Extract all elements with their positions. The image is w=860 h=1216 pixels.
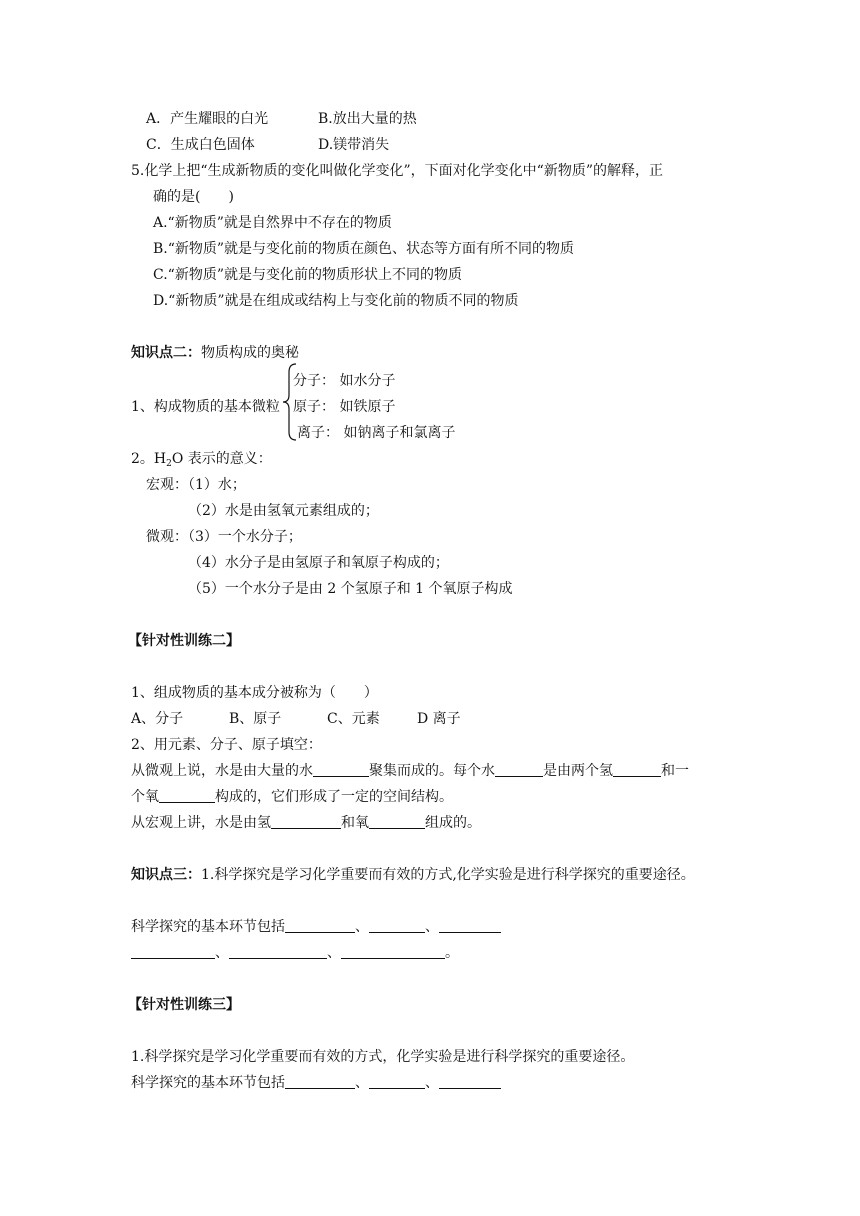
training3-steps-line <box>131 1074 501 1092</box>
fill-text: 是由两个氢 <box>543 763 613 779</box>
training2-q1: 1、组成物质的基本成分被称为（ ） <box>131 685 378 701</box>
fill-text: 聚集而成的。每个水 <box>369 763 495 779</box>
fill-blank[interactable] <box>285 918 355 933</box>
kp3-label: 知识点三： <box>131 867 201 883</box>
training2-fill-line2 <box>131 788 453 806</box>
kp2-item2-heading <box>131 450 272 468</box>
fill-blank[interactable] <box>495 762 543 777</box>
fill-text: 和氧 <box>341 815 369 831</box>
fill-blank[interactable] <box>313 762 369 777</box>
fill-blank[interactable] <box>131 944 215 959</box>
kp2-title: 物质构成的奥秘 <box>201 345 299 361</box>
kp3-steps-line2 <box>131 944 459 962</box>
q4-option-c: C．生成白色固体 <box>146 137 255 153</box>
fill-text: 构成的，它们形成了一定的空间结构。 <box>215 789 453 805</box>
micro-line-5: （5）一个水分子是由 2 个氢原子和 1 个氧原子构成 <box>188 581 513 597</box>
fill-blank[interactable] <box>341 944 445 959</box>
training2-q1-option-a: A、分子 <box>131 711 184 727</box>
fill-text: 组成的。 <box>425 815 481 831</box>
period: 。 <box>445 945 459 961</box>
q5-option-c: C.“新物质”就是与变化前的物质形状上不同的物质 <box>153 267 462 283</box>
training2-q1-option-c: C、元素 <box>327 711 380 727</box>
separator: 、 <box>355 1075 369 1091</box>
training2-q1-option-d: D 离子 <box>417 711 461 727</box>
item2-suffix: O 表示的意义： <box>171 451 272 467</box>
separator: 、 <box>425 919 439 935</box>
training2-q2: 2、用元素、分子、原子填空： <box>131 737 322 753</box>
item2-subscript: 2 <box>166 459 172 469</box>
micro-line-4: （4）水分子是由氢原子和氧原子构成的； <box>188 555 449 571</box>
fill-text: 和一 <box>661 763 689 779</box>
fill-blank[interactable] <box>439 918 501 933</box>
particle-atom: 原子： 如铁原子 <box>293 399 396 415</box>
q5-stem-line2: 确的是( ) <box>153 189 234 205</box>
kp3-text: 1.科学探究是学习化学重要而有效的方式,化学实验是进行科学探究的重要途径。 <box>201 867 695 883</box>
training3-heading: 【针对性训练三】 <box>128 997 240 1013</box>
fill-blank[interactable] <box>229 944 327 959</box>
q5-stem-line1: 5.化学上把“生成新物质的变化叫做化学变化”，下面对化学变化中“新物质”的解释，正 <box>131 163 663 179</box>
fill-text: 从微观上说，水是由大量的水 <box>131 763 313 779</box>
kp3-steps-line1 <box>131 918 501 936</box>
separator: 、 <box>215 945 229 961</box>
fill-blank[interactable] <box>159 788 215 803</box>
training2-heading: 【针对性训练二】 <box>128 633 240 649</box>
training3-text: 1.科学探究是学习化学重要而有效的方式，化学实验是进行科学探究的重要途径。 <box>131 1049 635 1065</box>
training2-fill-line3 <box>131 814 481 832</box>
fill-blank[interactable] <box>369 918 425 933</box>
macro-line-1: 宏观：（1）水； <box>146 477 246 493</box>
separator: 、 <box>327 945 341 961</box>
particle-molecule: 分子： 如水分子 <box>293 373 396 389</box>
micro-line-3: 微观：（3）一个水分子； <box>146 529 302 545</box>
q4-option-b: B.放出大量的热 <box>318 111 417 127</box>
fill-blank[interactable] <box>439 1074 501 1089</box>
fill-blank[interactable] <box>613 762 661 777</box>
fill-blank[interactable] <box>369 814 425 829</box>
q4-option-a: A．产生耀眼的白光 <box>146 111 269 127</box>
steps-prefix: 科学探究的基本环节包括 <box>131 919 285 935</box>
separator: 、 <box>425 1075 439 1091</box>
training2-q1-option-b: B、原子 <box>229 711 282 727</box>
fill-blank[interactable] <box>369 1074 425 1089</box>
particle-ion: 离子： 如钠离子和氯离子 <box>297 425 456 441</box>
separator: 、 <box>355 919 369 935</box>
kp2-heading <box>131 344 299 362</box>
q5-option-a: A.“新物质”就是自然界中不存在的物质 <box>153 215 392 231</box>
kp2-item1-label: 1、构成物质的基本微粒 <box>131 399 280 415</box>
macro-line-2: （2）水是由氢氧元素组成的； <box>188 503 379 519</box>
steps-prefix: 科学探究的基本环节包括 <box>131 1075 285 1091</box>
q4-option-d: D.镁带消失 <box>318 137 390 153</box>
q5-option-b: B.“新物质”就是与变化前的物质在颜色、状态等方面有所不同的物质 <box>153 241 575 257</box>
q5-option-d: D.“新物质”就是在组成或结构上与变化前的物质不同的物质 <box>153 293 519 309</box>
kp2-label: 知识点二： <box>131 345 201 361</box>
item2-prefix: 2。H <box>131 451 167 467</box>
fill-text: 从宏观上讲，水是由氢 <box>131 815 271 831</box>
fill-blank[interactable] <box>271 814 341 829</box>
kp3-heading <box>131 866 695 884</box>
fill-text: 个氧 <box>131 789 159 805</box>
fill-blank[interactable] <box>285 1074 355 1089</box>
training2-fill-line1 <box>131 762 689 780</box>
